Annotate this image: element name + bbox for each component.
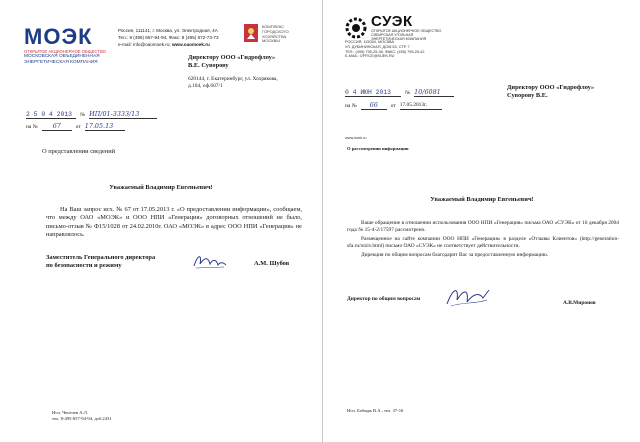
suek-signer-title: Директор по общим вопросам: [347, 296, 421, 302]
moek-ref-from: от: [75, 124, 81, 130]
suek-signer-name: А.В.Миронов: [563, 300, 596, 306]
moek-signer-name: А.М. Шубов: [254, 260, 290, 267]
emblem-line-4: МОСКВЫ: [262, 38, 280, 44]
suek-gear-icon: [345, 17, 367, 39]
suek-signature-icon: [443, 284, 493, 315]
moek-executor-1: Исп. Чепелев А.Л.: [52, 410, 89, 415]
suek-addressee-line1: Директору ООО «Гидрофлоу»: [507, 84, 595, 91]
moek-signer-title-2: по безопасности и режиму: [46, 262, 122, 270]
suek-logo: [345, 14, 441, 42]
suek-ref-from: от: [390, 103, 396, 109]
suek-ref-number: 66: [361, 101, 387, 110]
moek-subject: О представлении сведений: [42, 148, 116, 155]
suek-reg-number: 10/6081: [414, 88, 454, 97]
suek-para-2: Размещенное на сайте компании ООО НПИ «Генерация» в разделе «Отзывы Клиентов» (http://generation-sfa.ru/otziv.html) письмо ОАО «СУЭК» не соответствует действительности.: [347, 236, 619, 249]
emblem-line-1: КОМПЛЕКС: [262, 24, 285, 29]
moek-addressee: [188, 54, 308, 90]
suek-executor: Исп. Бобырь В.А., тел. 37-16: [347, 408, 404, 413]
suek-reg-date: 0 4 ИЮН 2013: [345, 89, 401, 97]
suek-letter: [322, 0, 640, 442]
moek-signer-title-1: Заместитель Генерального директора: [46, 254, 156, 261]
moek-body: На Ваш запрос исх. № 67 от 17.05.2013 г. «О предоставлении информации», сообщаем, что между ОАО «МОЭК» и ООО НПИ «Генерация» договорных отношений не было, письмо-отзыв № Ф15/1028 от 24.02.2010г. ОАО «МОЭК» в адрес ООО НПИ «Генерация» не направлялось.: [46, 206, 302, 239]
suek-contact-2: УЛ. ДУБИНИНСКАЯ, ДОМ 53, СТР. 7: [345, 44, 410, 49]
suek-contact-3: ТЕЛ.: (495) 795-25-38, ФАКС: (495) 795-25-42: [345, 49, 425, 54]
suek-contacts: [345, 40, 424, 59]
suek-addressee: [507, 84, 627, 101]
moek-contacts: [118, 28, 238, 48]
moek-email: e-mail: info@oaomoek.ru;: [118, 42, 171, 47]
suek-addressee-line2: Суворову В.Е.: [507, 92, 548, 100]
suek-ref-date: 17.05.2013г.: [400, 102, 442, 110]
emblem-line-3: ХОЗЯЙСТВА: [262, 33, 287, 39]
suek-para-3: Дирекция по общим вопросам благодарит Вас за предоставленную информацию.: [361, 252, 549, 258]
moek-phone: Тел.: 8 (495) 657-94-94, Факс: 8 (495) 672-73-73: [118, 35, 219, 40]
moek-site: www.oaomoek.ru: [171, 42, 210, 47]
moek-greeting: Уважаемый Владимир Евгеньевич!: [109, 184, 213, 191]
suek-greeting: Уважаемый Владимир Евгеньевич!: [430, 196, 534, 203]
moek-logo: [24, 26, 108, 65]
moek-ref-prefix: на №: [26, 124, 38, 130]
moek-ref-number: 67: [42, 122, 72, 131]
moek-addressee-line2: В.Е. Суворову: [188, 62, 229, 70]
moek-signer-title: [46, 254, 196, 271]
suek-tagline-3: ЭНЕРГЕТИЧЕСКАЯ КОМПАНИЯ: [371, 37, 427, 42]
suek-ref-prefix: на №: [345, 103, 357, 109]
moek-ref-date: 17.05.13: [85, 122, 125, 131]
moek-addressee-addr1: 620144, г. Екатеринбург, ул. Хохрякова,: [188, 75, 278, 82]
moscow-emblem-caption: [262, 25, 289, 44]
emblem-line-2: ГОРОДСКОГО: [262, 28, 289, 34]
suek-site: www.suek.ru: [345, 136, 367, 140]
moek-tagline-2: МОСКОВСКАЯ ОБЪЕДИНЕННАЯ: [24, 54, 100, 59]
moek-tagline-1: ОТКРЫТОЕ АКЦИОНЕРНОЕ ОБЩЕСТВО: [24, 49, 106, 54]
suek-registration: 0 4 ИЮН 2013 № 10/6081 на № 66 от 17.05.2013г.: [345, 88, 495, 110]
moek-addressee-addr2: д.104, оф.607/1: [188, 82, 223, 89]
suek-contact-1: РОССИЯ, 115054, МОСКВА: [345, 40, 394, 44]
moek-tagline-3: ЭНЕРГЕТИЧЕСКАЯ КОМПАНИЯ: [24, 59, 98, 65]
suek-body: [347, 220, 619, 259]
moek-address: Россия, 111141, г. Москва, ул. Электродная, 4А: [118, 28, 218, 33]
moek-brand: МОЭК: [24, 24, 93, 49]
suek-tagline-2: СИБИРСКАЯ УГОЛЬНАЯ: [371, 33, 414, 38]
suek-contact-4: E-MAIL: OFFICE@SUEK.RU: [345, 54, 395, 59]
moek-signature-icon: [190, 250, 230, 277]
suek-tagline-1: ОТКРЫТОЕ АКЦИОНЕРНОЕ ОБЩЕСТВО: [371, 29, 442, 33]
suek-subject: О рассмотрении информации: [347, 146, 409, 151]
suek-para-1: Ваше обращение в отношении использования ООО НПИ «Генерация» письма ОАО «СУЭК» от 16 декабря 2004 года № 15-4-2/17597 рассмотрено.: [347, 220, 619, 233]
moscow-emblem-icon: [244, 24, 258, 42]
moek-registration: 2 5 0 4 2013 № ИП/01-3333/13 на № 67 от 17.05.13: [26, 110, 166, 131]
suek-brand: СУЭК: [371, 13, 413, 30]
moek-executor: [52, 410, 112, 422]
moek-reg-date: 2 5 0 4 2013: [26, 111, 76, 119]
moek-addressee-line1: Директору ООО «Гидрофлоу»: [188, 54, 276, 61]
moek-executor-2: тел. 8-495-657-94-94, доб.2431: [52, 416, 112, 421]
moek-reg-number: ИП/01-3333/13: [89, 110, 157, 119]
